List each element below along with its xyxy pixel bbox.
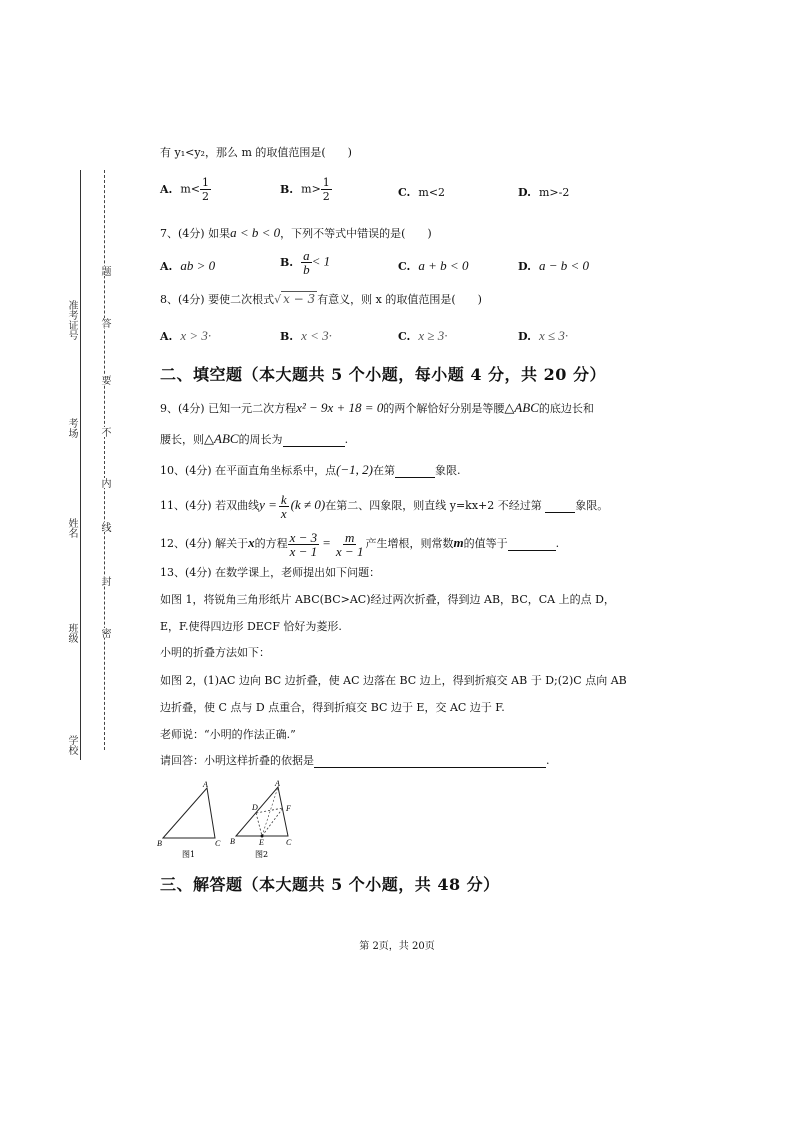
seal-char: 题 <box>99 266 110 276</box>
q6-option-a[interactable]: A. m< $\frac{1}{2}$ <box>160 176 210 203</box>
vertex-label: C <box>215 839 221 848</box>
q13-p4: 如图 2，(1)AC 边向 BC 边折叠，使 AC 边落在 BC 边上，得到折痕交 AB 于 D;(2)C 点向 AB <box>160 674 627 687</box>
answer-blank[interactable] <box>508 538 556 551</box>
q10: 10、(4分) 在平面直角坐标系中，点(−1, 2)在第 象限. <box>160 462 461 477</box>
q13-p2: E，F.使得四边形 DECF 恰好为菱形. <box>160 620 342 633</box>
vertex-label: F <box>286 804 291 813</box>
label-exam-id: 准考证号 <box>66 300 77 340</box>
q8-option-d[interactable]: D. x ≤ 3· <box>518 328 569 343</box>
fraction: $\frac{m}{x - 1}$ <box>335 529 364 559</box>
figure-2-triangle <box>228 780 303 862</box>
q13-p3: 小明的折叠方法如下： <box>160 646 270 659</box>
answer-blank[interactable] <box>283 434 345 447</box>
section-heading-fill-in: 二、填空题（本大题共 5 个小题，每小题 4 分，共 20 分） <box>160 365 606 384</box>
section-heading-answers: 三、解答题（本大题共 5 个小题，共 48 分） <box>160 875 500 894</box>
radical: x − 3 <box>283 292 316 306</box>
q13-p6: 老师说：“小明的作法正确.” <box>160 728 296 741</box>
q7-option-b[interactable]: B. $\frac{a}{b}$ < 1 <box>280 248 331 277</box>
figure-caption: 图2 <box>255 850 269 859</box>
vertex-label: D <box>252 803 258 812</box>
fraction: $\frac{k}{x}$ <box>280 491 287 521</box>
q6-option-d[interactable]: D. m>-2 <box>518 186 570 199</box>
label-school: 学校 <box>66 735 77 755</box>
q12: 12、(4分) 解关于x的方程 $\frac{x - 3}{x - 1}$ = $\frac{m}{x - 1}$ 产生增根，则常数m的值等于 . <box>160 529 560 559</box>
q6-option-c[interactable]: C. m<2 <box>398 186 446 199</box>
seal-char: 封 <box>99 576 110 586</box>
answer-blank[interactable] <box>545 500 575 513</box>
vertex-label: B <box>157 839 162 848</box>
seal-char: 答 <box>99 318 110 328</box>
q6-tail: 有 y₁<y₂，那么 m 的取值范围是( ) <box>160 146 352 159</box>
fraction: $\frac{x - 3}{x - 1}$ <box>289 529 318 559</box>
seal-char: 要 <box>99 375 110 385</box>
fraction: $\frac{a}{b}$ <box>303 248 310 277</box>
q13-stem: 13、(4分) 在数学课上，老师提出如下问题： <box>160 566 381 579</box>
fraction: $\frac{1}{2}$ <box>202 176 210 203</box>
label-name: 姓名 <box>66 518 77 538</box>
q11: 11、(4分) 若双曲线y = $\frac{k}{x}$ (k ≠ 0)在第二、四象限，则直线 y=kx+2 不经过第 象限。 <box>160 491 609 521</box>
seal-char: 密 <box>99 628 110 638</box>
q7-option-d[interactable]: D. a − b < 0 <box>518 258 590 273</box>
figure-caption: 图1 <box>182 850 196 859</box>
seal-char: 内 <box>99 478 110 488</box>
triangle-abc <box>163 788 215 838</box>
q13-p5: 边折叠，使 C 点与 D 点重合，得到折痕交 BC 边于 E，交 AC 边于 F. <box>160 701 505 714</box>
page-footer: 第 2页，共 20页 <box>359 941 435 952</box>
answer-blank[interactable] <box>395 465 435 478</box>
seal-char: 不 <box>99 427 110 437</box>
q8-option-b[interactable]: B. x < 3· <box>280 328 332 343</box>
q8-option-a[interactable]: A. x > 3· <box>160 328 212 343</box>
label-class: 班级 <box>66 623 77 643</box>
q13-p1: 如图 1，将锐角三角形纸片 ABC(BC>AC)经过两次折叠，得到边 AB，BC，CA 上的点 D， <box>160 593 615 606</box>
binding-line-solid <box>80 170 81 760</box>
vertex-label: B <box>230 837 235 846</box>
q8-stem: 8、(4分) 要使二次根式√ x − 3 有意义，则 x 的取值范围是( ) <box>160 292 482 306</box>
q7-option-a[interactable]: A. ab > 0 <box>160 258 216 273</box>
figure-1-triangle <box>155 780 230 862</box>
seal-char: 线 <box>99 522 110 532</box>
q9-line1: 9、(4分) 已知一元二次方程x² − 9x + 18 = 0的两个解恰好分别是等腰△ABC的底边长和 <box>160 400 594 415</box>
q7-stem: 7、(4分) 如果a < b < 0，下列不等式中错误的是( ) <box>160 225 432 240</box>
q9-line2: 腰长，则△ABC的周长为 . <box>160 431 349 446</box>
vertex-label: A <box>203 780 208 789</box>
q7-option-c[interactable]: C. a + b < 0 <box>398 258 469 273</box>
q8-option-c[interactable]: C. x ≥ 3· <box>398 328 448 343</box>
answer-blank[interactable] <box>314 755 546 768</box>
label-exam-room: 考场 <box>66 418 77 438</box>
vertex-label: E <box>259 838 264 847</box>
q6-option-b[interactable]: B. m> $\frac{1}{2}$ <box>280 176 330 203</box>
vertex-label: C <box>286 838 292 847</box>
fraction: $\frac{1}{2}$ <box>322 176 330 203</box>
q13-p7: 请回答：小明这样折叠的依据是 . <box>160 754 550 767</box>
vertex-label: A <box>275 780 280 788</box>
binding-line-dotted <box>104 170 105 750</box>
